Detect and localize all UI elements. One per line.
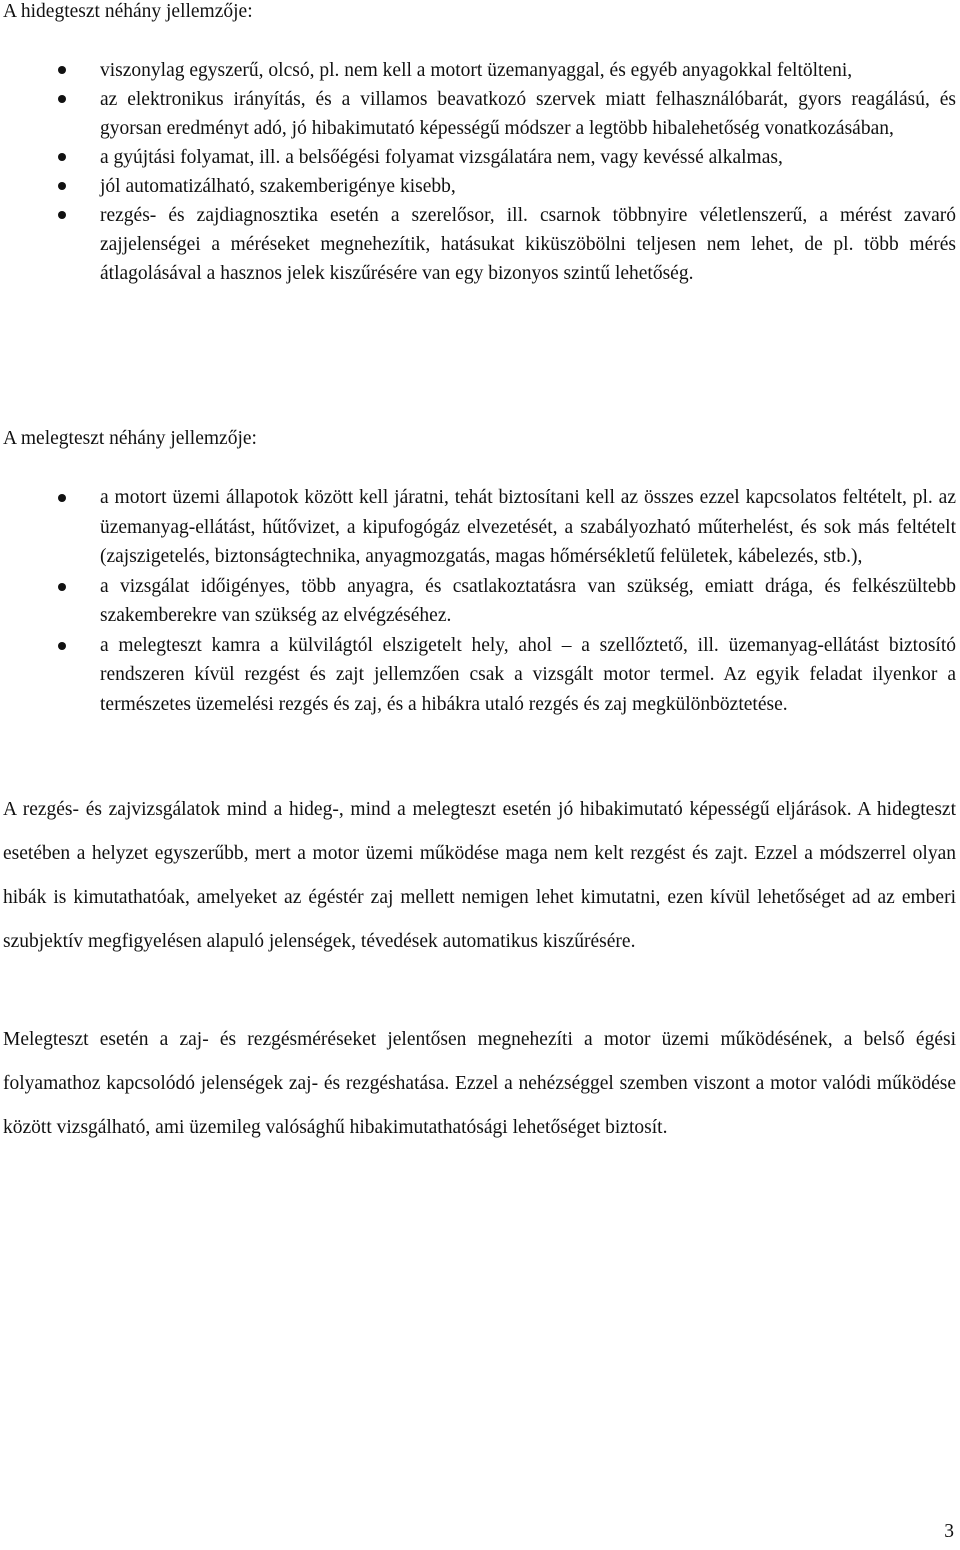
list-item: viszonylag egyszerű, olcsó, pl. nem kell a motort üzemanyaggal, és egyéb anyagokkal feltölteni, bbox=[0, 56, 960, 85]
bullet-icon bbox=[58, 95, 66, 103]
list-item: a melegteszt kamra a külvilágtól elszigetelt hely, ahol – a szellőztető, ill. üzemanyag-ellátást biztosító rendszeren kívül rezgést és zajt jellemzően csak a vizsgált motor termel. Az egyik feladat ilyenkor a természetes üzemelési rezgés és zaj, és a hibákra utaló rezgés és zaj megkülönböztetése. bbox=[0, 631, 960, 720]
cold-test-list bbox=[0, 56, 960, 288]
heading-warm-test: A melegteszt néhány jellemzője: bbox=[3, 428, 257, 449]
list-item: a motort üzemi állapotok között kell járatni, tehát biztosítani kell az összes ezzel kapcsolatos feltételt, pl. az üzemanyag-ellátást, hűtővizet, a kipufogógáz elvezetését, a szabályozható műterhelést, és sok más feltételt (zajszigetelés, biztonságtechnika, anyagmozgatás, magas hőmérsékletű felületek, kábelezés, stb.), bbox=[0, 483, 960, 572]
list-item: a gyújtási folyamat, ill. a belsőégési folyamat vizsgálatára nem, vagy kevéssé alkalmas, bbox=[0, 143, 960, 172]
bullet-icon bbox=[58, 211, 66, 219]
page-number: 3 bbox=[944, 1521, 954, 1542]
paragraph-warm-test: Melegteszt esetén a zaj- és rezgésméréseket jelentősen megnehezíti a motor üzemi működésének, a belső égési folyamathoz kapcsolódó jelenségek zaj- és rezgéshatása. Ezzel a nehézséggel szemben viszont a motor valódi működése között vizsgálható, ami üzemileg valósághű hibakimutathatósági lehetőséget biztosít. bbox=[3, 1029, 956, 1138]
paragraph-vibration-noise: A rezgés- és zajvizsgálatok mind a hideg-, mind a melegteszt esetén jó hibakimutató képességű eljárások. A hidegteszt esetében a helyzet egyszerűbb, mert a motor üzemi működése maga nem kelt rezgést és zajt. Ezzel a módszerrel olyan hibák is kimutathatóak, amelyeket az égéstér zaj mellett nemigen lehet kimutatni, ezen kívül lehetőséget ad az emberi szubjektív megfigyelésen alapuló jelenségek, tévedések automatikus kiszűrésére. bbox=[3, 799, 956, 952]
bullet-icon bbox=[58, 494, 66, 502]
list-item: jól automatizálható, szakemberigénye kisebb, bbox=[0, 172, 960, 201]
bullet-icon bbox=[58, 583, 66, 591]
list-item: a vizsgálat időigényes, több anyagra, és csatlakoztatásra van szükség, emiatt drága, és felkészültebb szakemberekre van szükség az elvégzéséhez. bbox=[0, 572, 960, 631]
bullet-icon bbox=[58, 642, 66, 650]
heading-cold-test: A hidegteszt néhány jellemzője: bbox=[3, 1, 253, 22]
bullet-icon bbox=[58, 182, 66, 190]
list-item: rezgés- és zajdiagnosztika esetén a szerelősor, ill. csarnok többnyire véletlenszerű, a mérést zavaró zajjelenségei a méréseket megnehezítik, hatásukat kiküszöbölni teljesen nem lehet, de pl. több mérés átlagolásával a hasznos jelek kiszűrésére van egy bizonyos szintű lehetőség. bbox=[0, 201, 960, 288]
warm-test-list bbox=[0, 483, 960, 719]
bullet-icon bbox=[58, 66, 66, 74]
list-item: az elektronikus irányítás, és a villamos beavatkozó szervek miatt felhasználóbarát, gyors reagálású, és gyorsan eredményt adó, jó hibakimutató képességű módszer a legtöbb hibalehetőség vonatkozásában, bbox=[0, 85, 960, 143]
bullet-icon bbox=[58, 153, 66, 161]
